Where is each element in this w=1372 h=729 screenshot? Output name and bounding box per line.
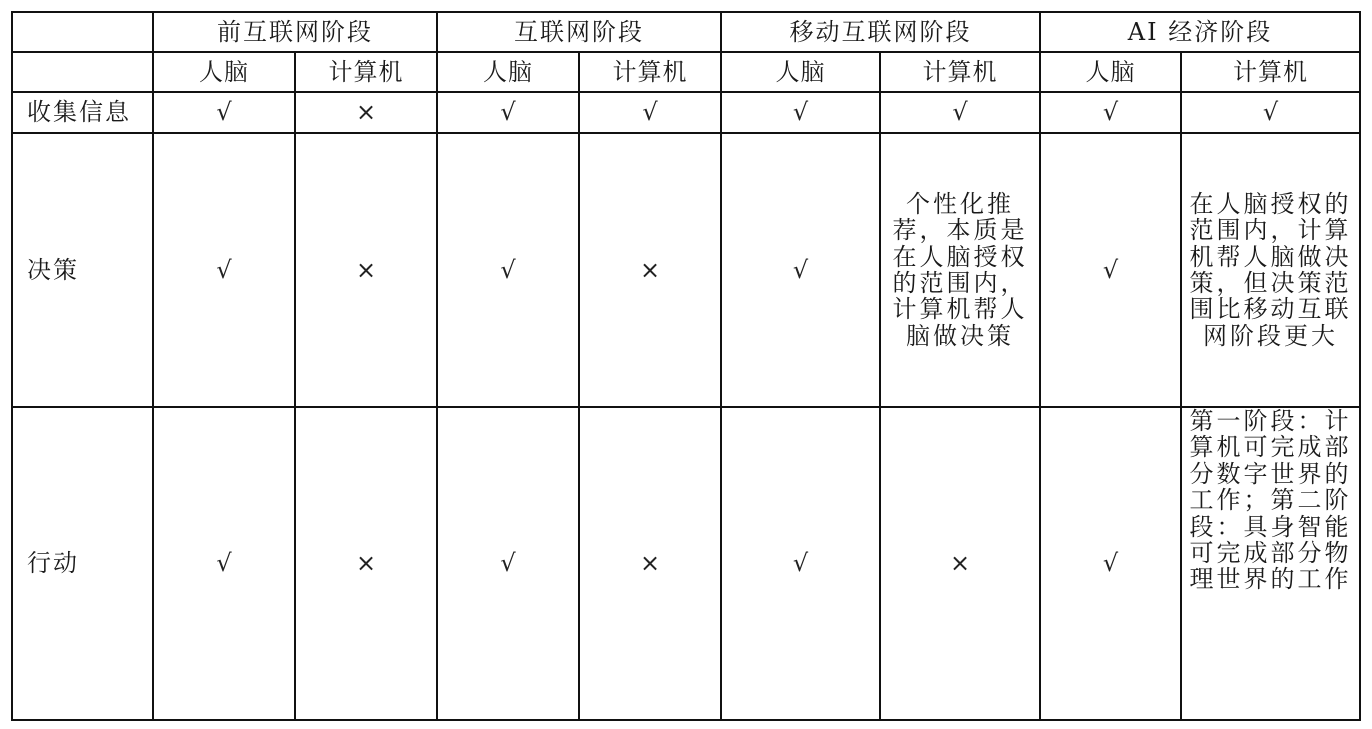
agent-header-brain: 人脑: [437, 52, 579, 92]
check-mark: √: [153, 133, 295, 407]
agent-header-computer: 计算机: [579, 52, 721, 92]
stage-header-row: [12, 12, 1360, 52]
cross-mark: ×: [295, 133, 437, 407]
row-label-collect-info: 收集信息: [12, 92, 153, 133]
check-mark: √: [437, 133, 579, 407]
row-label-action: 行动: [12, 407, 153, 720]
stage-header-mobile-internet: 移动互联网阶段: [721, 12, 1040, 52]
check-mark: √: [1040, 133, 1181, 407]
note-ai-decision: 在人脑授权的范围内，计算机帮人脑做决策，但决策范围比移动互联网阶段更大: [1181, 133, 1360, 407]
agent-header-computer: 计算机: [1181, 52, 1360, 92]
check-mark: √: [721, 133, 880, 407]
agent-header-brain: 人脑: [721, 52, 880, 92]
cross-mark: ×: [579, 133, 721, 407]
check-mark: √: [1040, 407, 1181, 720]
cross-mark: ×: [579, 407, 721, 720]
check-mark: √: [437, 407, 579, 720]
cross-mark: ×: [880, 407, 1040, 720]
corner-cell: [12, 12, 153, 52]
check-mark: √: [1181, 92, 1360, 133]
agent-header-row: [12, 52, 1360, 92]
note-ai-action: 第一阶段：计算机可完成部分数字世界的工作；第二阶段：具身智能可完成部分物理世界的工作: [1181, 407, 1360, 720]
table-row-action: [12, 407, 1360, 720]
agent-header-computer: 计算机: [880, 52, 1040, 92]
note-mobile-decision: 个性化推荐，本质是在人脑授权的范围内，计算机帮人脑做决策: [880, 133, 1040, 407]
table-row-decision: [12, 133, 1360, 407]
cross-mark: ×: [295, 407, 437, 720]
agent-header-brain: 人脑: [1040, 52, 1181, 92]
stage-header-internet: 互联网阶段: [437, 12, 721, 52]
corner-cell-2: [12, 52, 153, 92]
check-mark: √: [153, 407, 295, 720]
check-mark: √: [1040, 92, 1181, 133]
check-mark: √: [721, 92, 880, 133]
check-mark: √: [153, 92, 295, 133]
check-mark: √: [721, 407, 880, 720]
row-label-decision: 决策: [12, 133, 153, 407]
check-mark: √: [437, 92, 579, 133]
stage-header-pre-internet: 前互联网阶段: [153, 12, 437, 52]
check-mark: √: [880, 92, 1040, 133]
stage-header-ai-economy: AI 经济阶段: [1040, 12, 1360, 52]
agent-header-brain: 人脑: [153, 52, 295, 92]
table-row-collect-info: [12, 92, 1360, 133]
check-mark: √: [579, 92, 721, 133]
cross-mark: ×: [295, 92, 437, 133]
agent-header-computer: 计算机: [295, 52, 437, 92]
stage-comparison-table: [11, 11, 1361, 721]
